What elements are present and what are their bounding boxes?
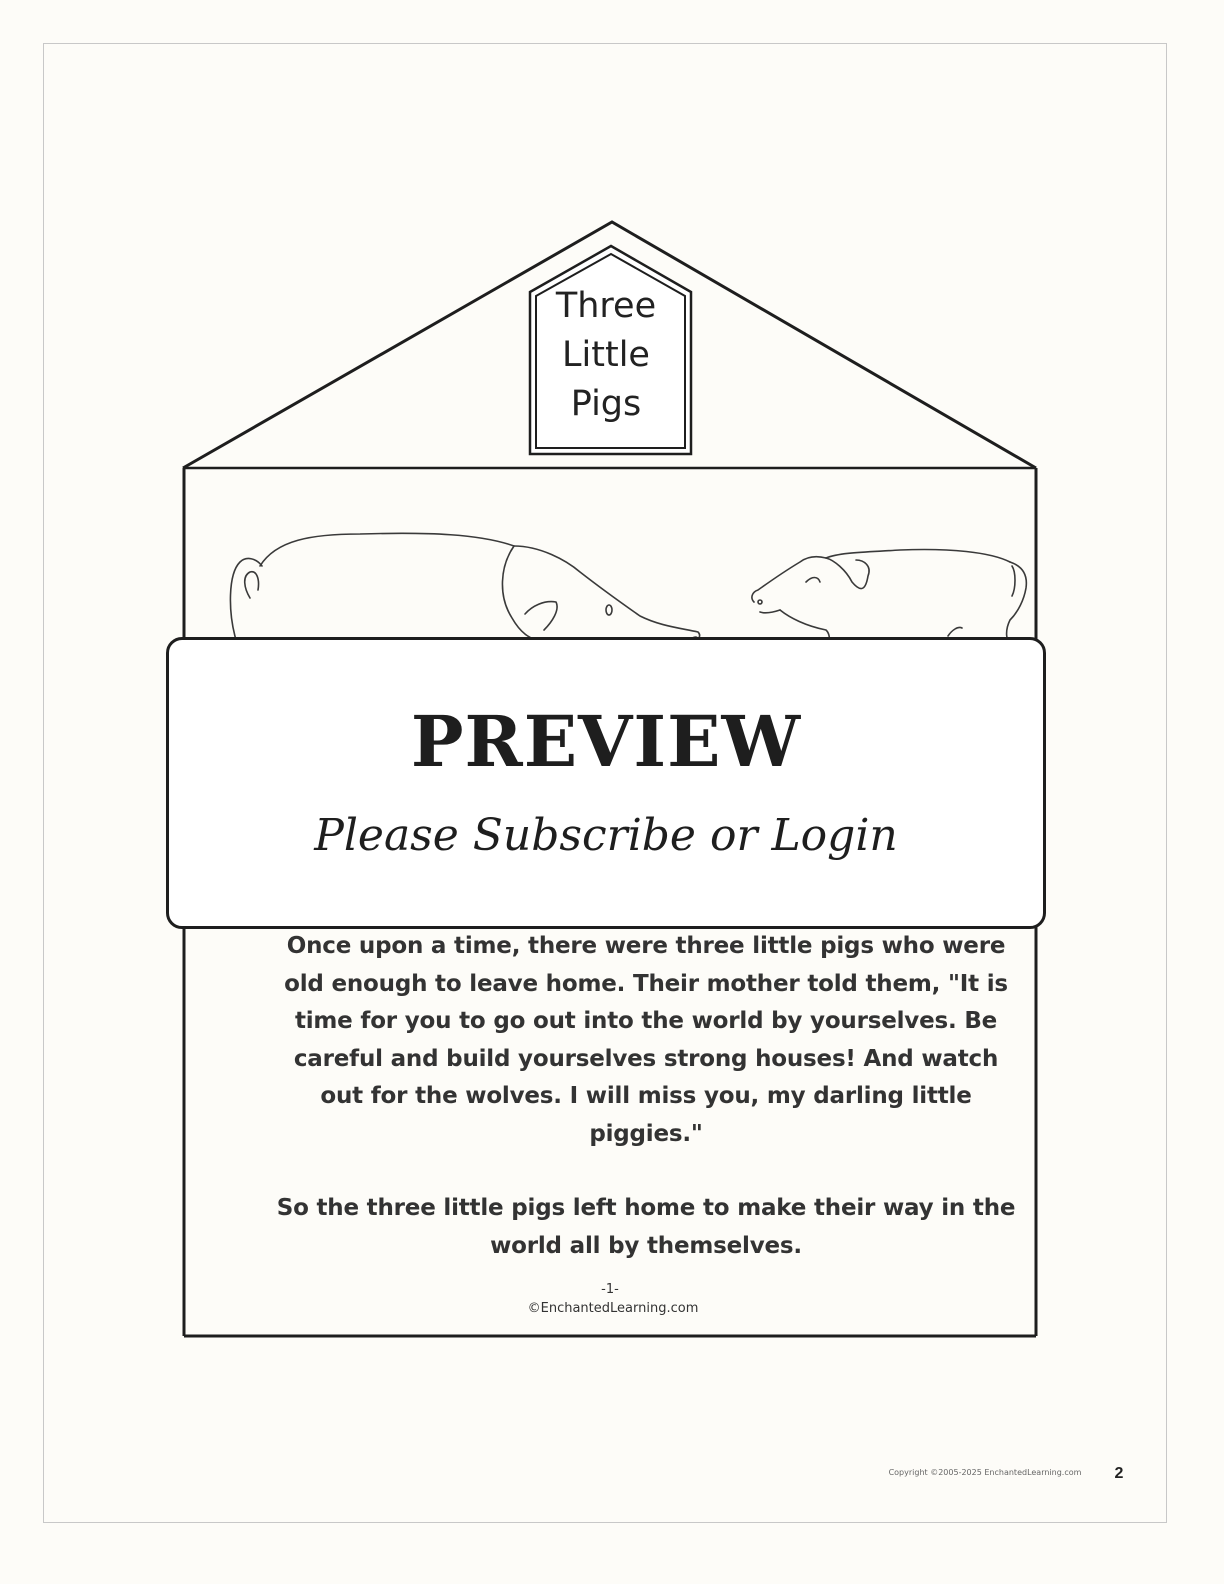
pig-right-icon [752, 550, 1026, 645]
preview-overlay[interactable] [166, 637, 1046, 929]
sign-line-pigs: Pigs [570, 384, 642, 424]
copyright-notice: Copyright ©2005-2025 EnchantedLearning.com [888, 1468, 1082, 1477]
preview-title: PREVIEW [410, 700, 802, 783]
story-text [272, 928, 1020, 1265]
house-sign-title [540, 282, 672, 429]
story-paragraph: So the three little pigs left home to make their way in the world all by themselves. [276, 1195, 1016, 1259]
sign-line-little: Little [562, 335, 650, 375]
subscribe-login-prompt[interactable]: Please Subscribe or Login [314, 810, 898, 861]
book-credit: ©EnchantedLearning.com [527, 1301, 699, 1316]
page-number: 2 [1114, 1465, 1124, 1482]
book-page-marker: -1- [601, 1282, 619, 1297]
pig-left-icon [230, 533, 699, 644]
story-paragraph: Once upon a time, there were three little pigs who were old enough to leave home. Their mother told them, "It is time for you to go out into the world by yourselves. Be careful and build yourselves strong houses! And watch out for the wolves. I will miss you, my darling little piggies." [284, 933, 1008, 1147]
sign-line-three: Three [555, 286, 657, 326]
